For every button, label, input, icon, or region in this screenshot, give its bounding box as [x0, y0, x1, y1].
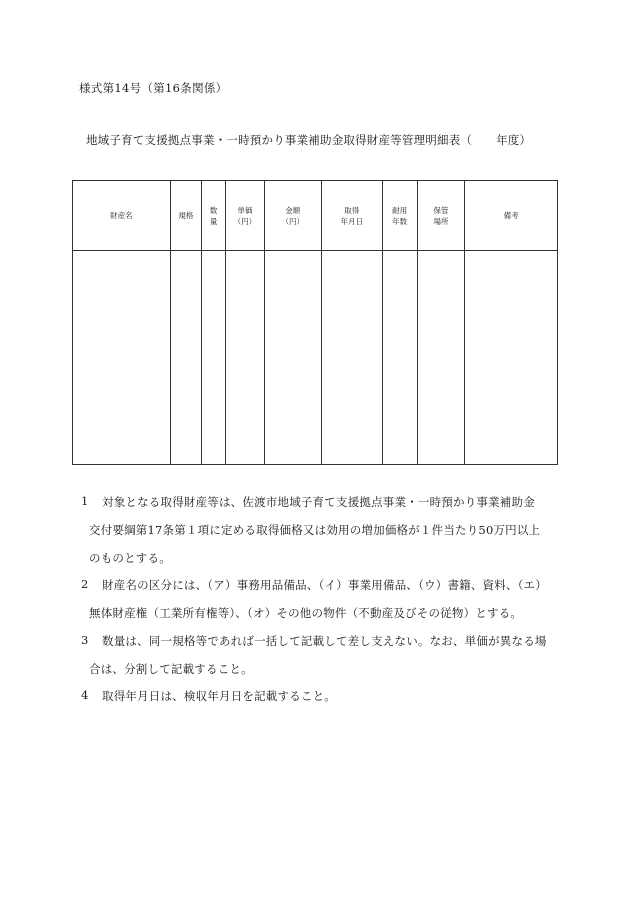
note-text: 財産名の区分には、（ア）事務用品備品、（イ）事業用備品、（ウ）書籍、資料、（エ） [102, 578, 547, 592]
note-number: 1 [81, 494, 89, 508]
header-label: （円） [233, 216, 257, 226]
header-label: 単価 [237, 205, 253, 215]
header-label: 耐用 [392, 205, 408, 215]
note-2-continuation: 無体財産権（工業所有権等）、（オ）その他の物件（不動産及びその従物）とする。 [89, 606, 523, 620]
title-main: 地域子育て支援拠点事業・一時預かり事業補助金取得財産等管理明細表（ [86, 133, 473, 147]
cell-quantity[interactable] [202, 251, 226, 465]
header-acquisition-date [322, 181, 382, 251]
form-number: 様式第14号（第16条関係） [79, 81, 228, 95]
note-number: 3 [81, 633, 89, 647]
header-label: 財産名 [110, 211, 133, 220]
note-1-continuation: のものとする。 [89, 551, 171, 565]
header-label: 規格 [178, 211, 194, 220]
header-label: 取得 [344, 205, 360, 215]
header-unit-price [226, 181, 264, 251]
note-text: 対象となる取得財産等は、佐渡市地域子育て支援拠点事業・一時預かり事業補助金 [102, 495, 535, 509]
note-text: 数量は、同一規格等であれば一括して記載して差し支えない。なお、単価が異なる場 [102, 634, 547, 648]
cell-amount[interactable] [264, 251, 321, 465]
note-3-continuation: 合は、分割して記載すること。 [89, 662, 253, 676]
header-label: 年数 [392, 216, 408, 226]
note-1-continuation: 交付要綱第17条第１項に定める取得価格又は効用の増加価格が１件当たり50万円以上 [89, 523, 541, 537]
header-quantity [202, 181, 226, 251]
cell-acquisition-date[interactable] [322, 251, 382, 465]
cell-remarks[interactable] [465, 251, 558, 465]
note-number: 2 [81, 577, 89, 591]
header-useful-life [382, 181, 417, 251]
header-remarks [465, 181, 558, 251]
header-label: 年月日 [340, 216, 363, 226]
note-number: 4 [81, 688, 89, 702]
header-storage-location [417, 181, 464, 251]
cell-storage-location[interactable] [417, 251, 464, 465]
header-label: 数 [209, 205, 218, 215]
header-label: 量 [209, 216, 218, 226]
property-ledger-table [72, 180, 558, 465]
header-property-name [73, 181, 171, 251]
header-label: 保管 [433, 205, 449, 215]
document-title [86, 132, 531, 148]
cell-specification[interactable] [170, 251, 201, 465]
cell-unit-price[interactable] [226, 251, 264, 465]
cell-property-name[interactable] [73, 251, 171, 465]
header-label: 備考 [503, 211, 519, 220]
header-label: （円） [281, 216, 305, 226]
header-label: 場所 [433, 216, 449, 226]
note-text: 取得年月日は、検収年月日を記載すること。 [102, 689, 336, 703]
table-header-row [73, 181, 558, 251]
header-label: 金額 [285, 205, 301, 215]
header-amount [264, 181, 321, 251]
cell-useful-life[interactable] [382, 251, 417, 465]
table-row [73, 251, 558, 465]
header-specification [170, 181, 201, 251]
title-year-suffix: 年度） [496, 133, 532, 147]
